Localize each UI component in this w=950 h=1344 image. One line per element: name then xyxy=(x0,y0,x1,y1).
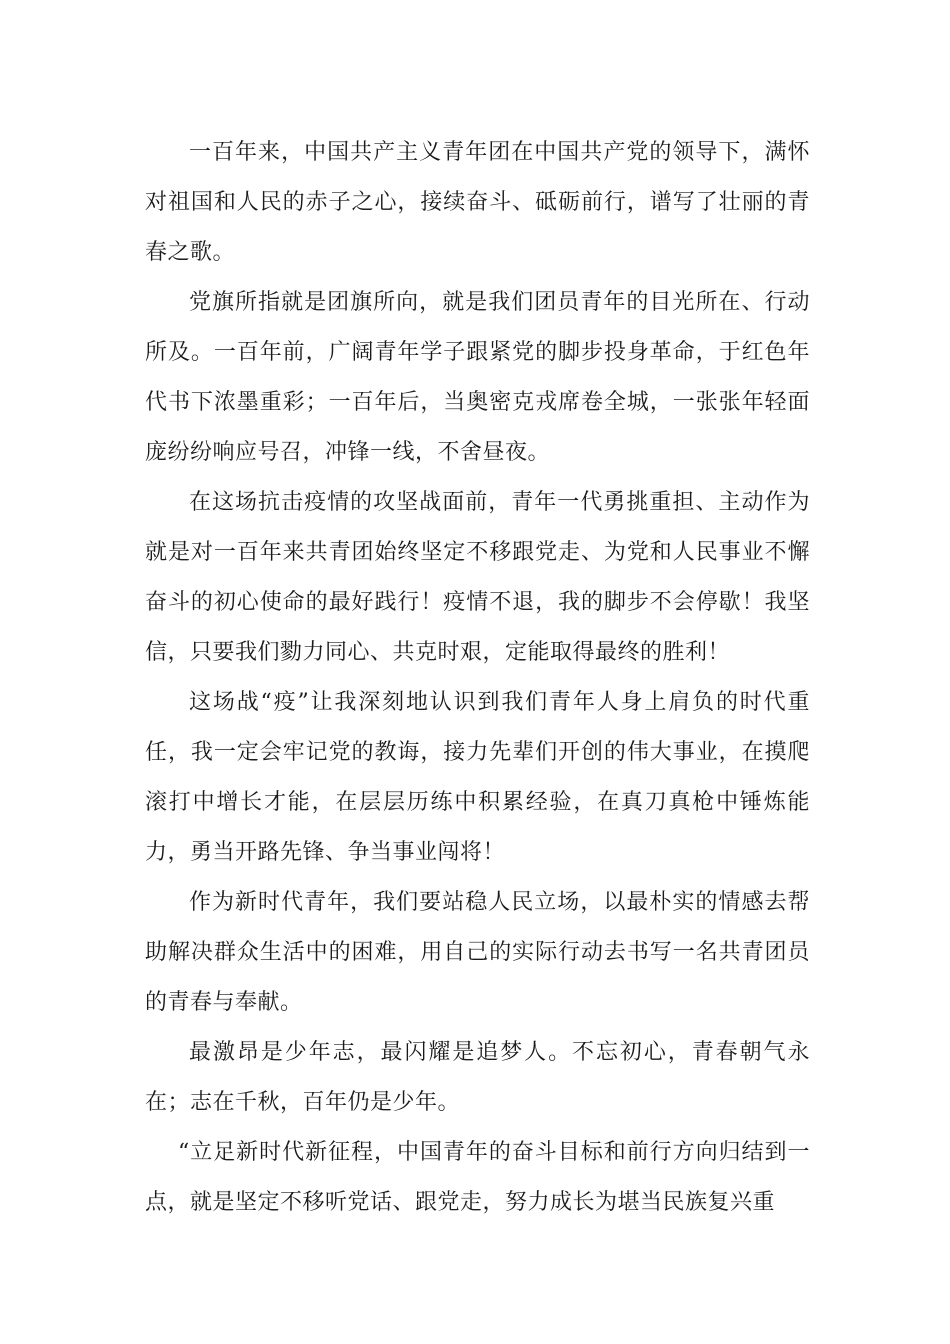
paragraph-7: “立足新时代新征程，中国青年的奋斗目标和前行方向归结到一点，就是坚定不移听党话、跟党走，努力成长为堪当民族复兴重 xyxy=(145,1140,810,1215)
paragraph-5: 作为新时代青年，我们要站稳人民立场，以最朴实的情感去帮助解决群众生活中的困难，用自己的实际行动去书写一名共青团员的青春与奉献。 xyxy=(145,890,810,1015)
paragraph-4: 这场战“疫”让我深刻地认识到我们青年人身上肩负的时代重任，我一定会牢记党的教诲，接力先辈们开创的伟大事业，在摸爬滚打中增长才能，在层层历练中积累经验，在真刀真枪中锤炼能力，勇当开路先锋、争当事业闯将！ xyxy=(145,690,810,865)
paragraph-6: 最激昂是少年志，最闪耀是追梦人。不忘初心，青春朝气永在；志在千秋，百年仍是少年。 xyxy=(145,1040,810,1115)
paragraph-2: 党旗所指就是团旗所向，就是我们团员青年的目光所在、行动所及。一百年前，广阔青年学子跟紧党的脚步投身革命，于红色年代书下浓墨重彩；一百年后，当奥密克戎席卷全城，一张张年轻面庞纷纷响应号召，冲锋一线，不舍昼夜。 xyxy=(145,290,810,465)
document-body xyxy=(145,128,810,1228)
paragraph-3: 在这场抗击疫情的攻坚战面前，青年一代勇挑重担、主动作为就是对一百年来共青团始终坚定不移跟党走、为党和人民事业不懈奋斗的初心使命的最好践行！疫情不退，我的脚步不会停歇！我坚信，只要我们勠力同心、共克时艰，定能取得最终的胜利！ xyxy=(145,490,810,665)
paragraph-1: 一百年来，中国共产主义青年团在中国共产党的领导下，满怀对祖国和人民的赤子之心，接续奋斗、砥砺前行，谱写了壮丽的青春之歌。 xyxy=(145,140,810,265)
